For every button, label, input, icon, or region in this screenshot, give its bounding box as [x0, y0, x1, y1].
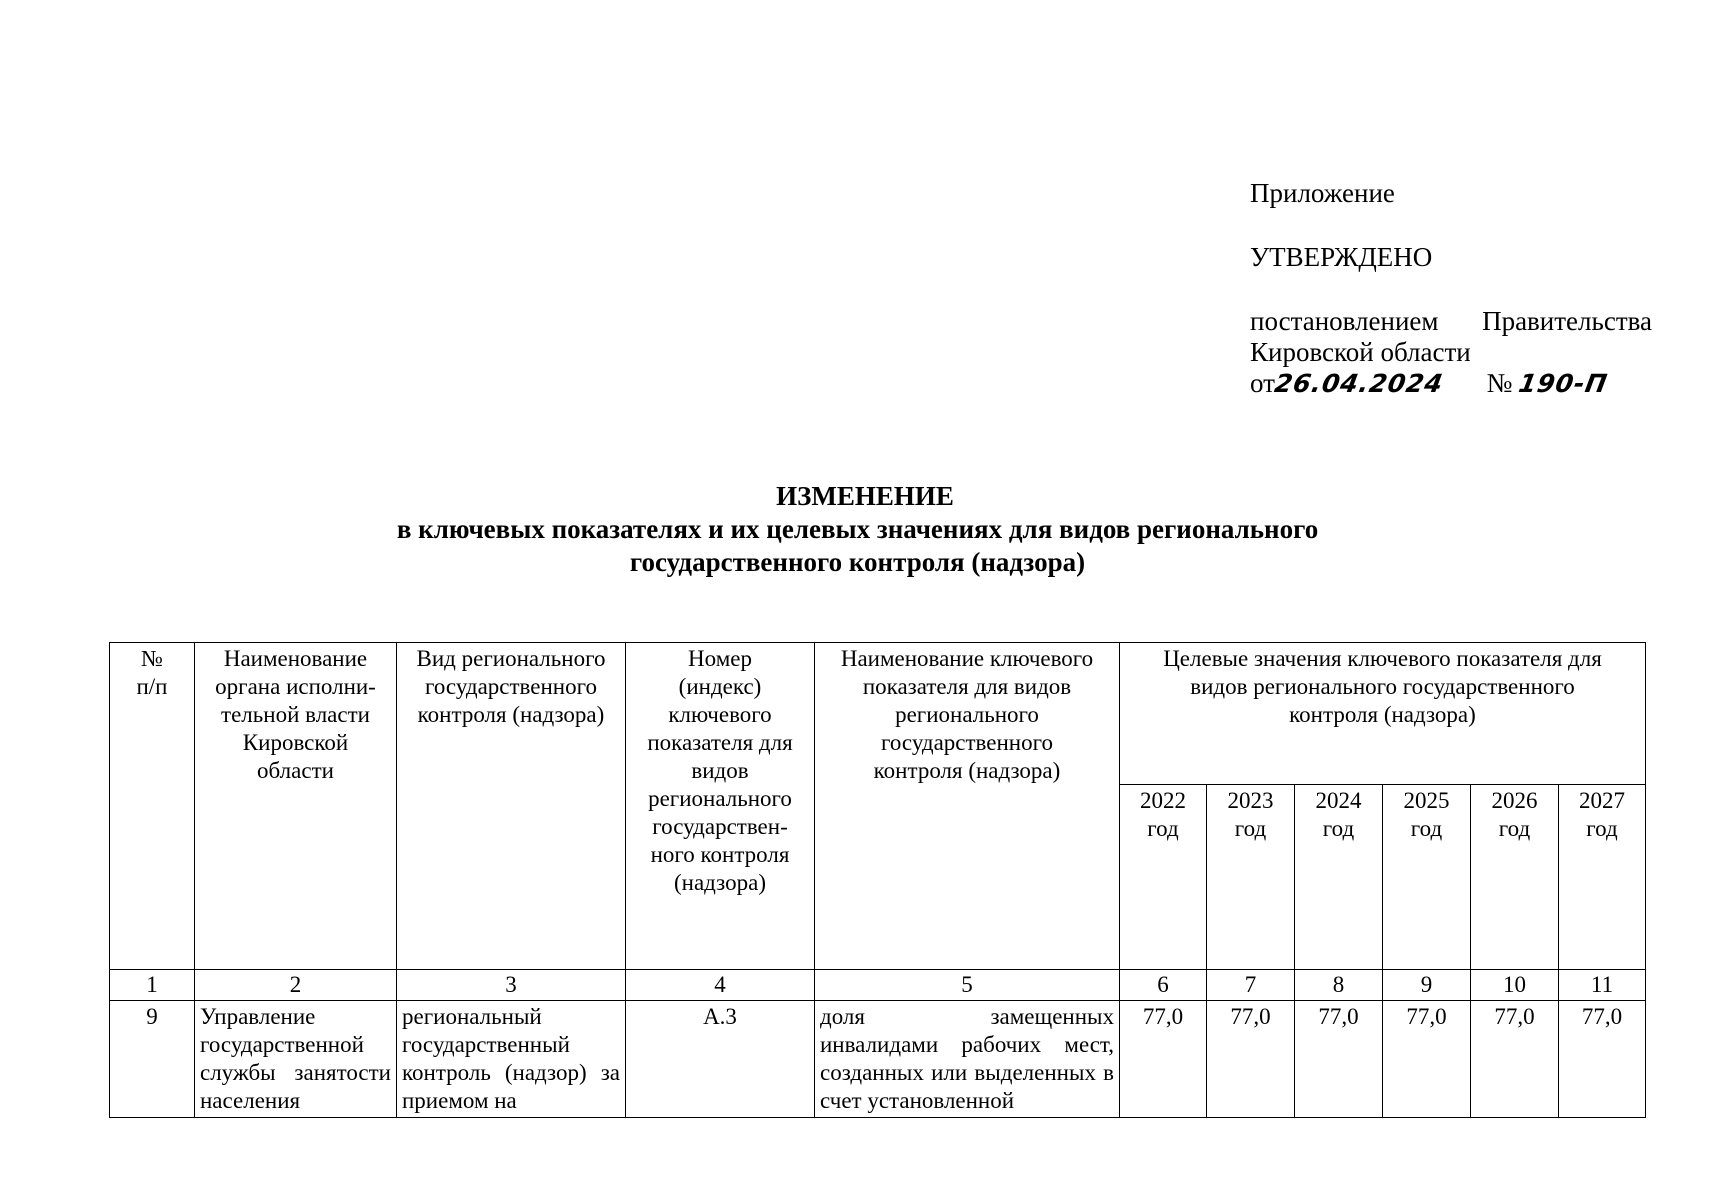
header-year-2022: 2022 год	[1120, 785, 1207, 970]
row-number: 9	[110, 1001, 195, 1118]
column-number: 3	[397, 970, 626, 1001]
row-value-2023: 77,0	[1207, 1001, 1295, 1118]
row-value-2027: 77,0	[1559, 1001, 1646, 1118]
appendix-label: Приложение	[1250, 178, 1395, 208]
title-subtitle-line2: государственного контроля (надзора)	[629, 547, 1086, 577]
header-col-authority: Наименование органа исполни- тельной власти Кировской области	[195, 643, 397, 970]
date-number-line	[1250, 368, 1670, 399]
table-row	[110, 1001, 1646, 1118]
row-value-2026: 77,0	[1471, 1001, 1559, 1118]
date-prefix: от	[1250, 368, 1275, 398]
header-year-2026: 2026 год	[1471, 785, 1559, 970]
column-number: 9	[1383, 970, 1471, 1001]
header-col-indicator-name: Наименование ключевого показателя для видов регионального государственного контроля (надзора)	[815, 643, 1120, 970]
decree-line: постановлением Правительства	[1250, 306, 1652, 336]
title-main: ИЗМЕНЕНИЕ	[776, 481, 954, 511]
column-number: 7	[1207, 970, 1295, 1001]
row-indicator-index: А.3	[626, 1001, 815, 1118]
column-number: 8	[1295, 970, 1383, 1001]
row-value-2025: 77,0	[1383, 1001, 1471, 1118]
header-year-2025: 2025 год	[1383, 785, 1471, 970]
row-value-2024: 77,0	[1295, 1001, 1383, 1118]
column-number: 10	[1471, 970, 1559, 1001]
row-value-2022: 77,0	[1120, 1001, 1207, 1118]
region-line: Кировской области	[1250, 337, 1471, 367]
row-authority: Управление государственной службы занятости населения	[195, 1001, 397, 1118]
header-col-control-type: Вид регионального государственного контроля (надзора)	[397, 643, 626, 970]
title-subtitle-line1: в ключевых показателях и их целевых значениях для видов регионального	[396, 514, 1319, 544]
handwritten-date: 26.04.2024	[1272, 369, 1446, 398]
header-row-1	[110, 643, 1646, 785]
header-target-values: Целевые значения ключевого показателя для видов регионального государственного контроля (надзора)	[1120, 643, 1646, 785]
header-year-2024: 2024 год	[1295, 785, 1383, 970]
column-number: 1	[110, 970, 195, 1001]
column-number-row	[110, 970, 1646, 1001]
kpi-table	[109, 642, 1646, 1118]
approval-block	[1250, 178, 1670, 399]
header-year-2027: 2027 год	[1559, 785, 1646, 970]
handwritten-number: 190-П	[1516, 369, 1611, 398]
header-year-2023: 2023 год	[1207, 785, 1295, 970]
row-control-type: региональный государственный контроль (надзор) за приемом на	[397, 1001, 626, 1118]
approved-label: УТВЕРЖДЕНО	[1250, 242, 1433, 272]
number-prefix: №	[1486, 368, 1513, 398]
column-number: 5	[815, 970, 1120, 1001]
header-col-number: № п/п	[110, 643, 195, 970]
row-indicator-name: доля замещенных инвалидами рабочих мест, созданных или выделенных в счет установленной	[815, 1001, 1120, 1118]
header-col-indicator-index: Номер (индекс) ключевого показателя для видов регионального государствен- ного контроля (надзора)	[626, 643, 815, 970]
column-number: 2	[195, 970, 397, 1001]
column-number: 6	[1120, 970, 1207, 1001]
column-number: 4	[626, 970, 815, 1001]
column-number: 11	[1559, 970, 1646, 1001]
document-title	[0, 480, 1715, 579]
